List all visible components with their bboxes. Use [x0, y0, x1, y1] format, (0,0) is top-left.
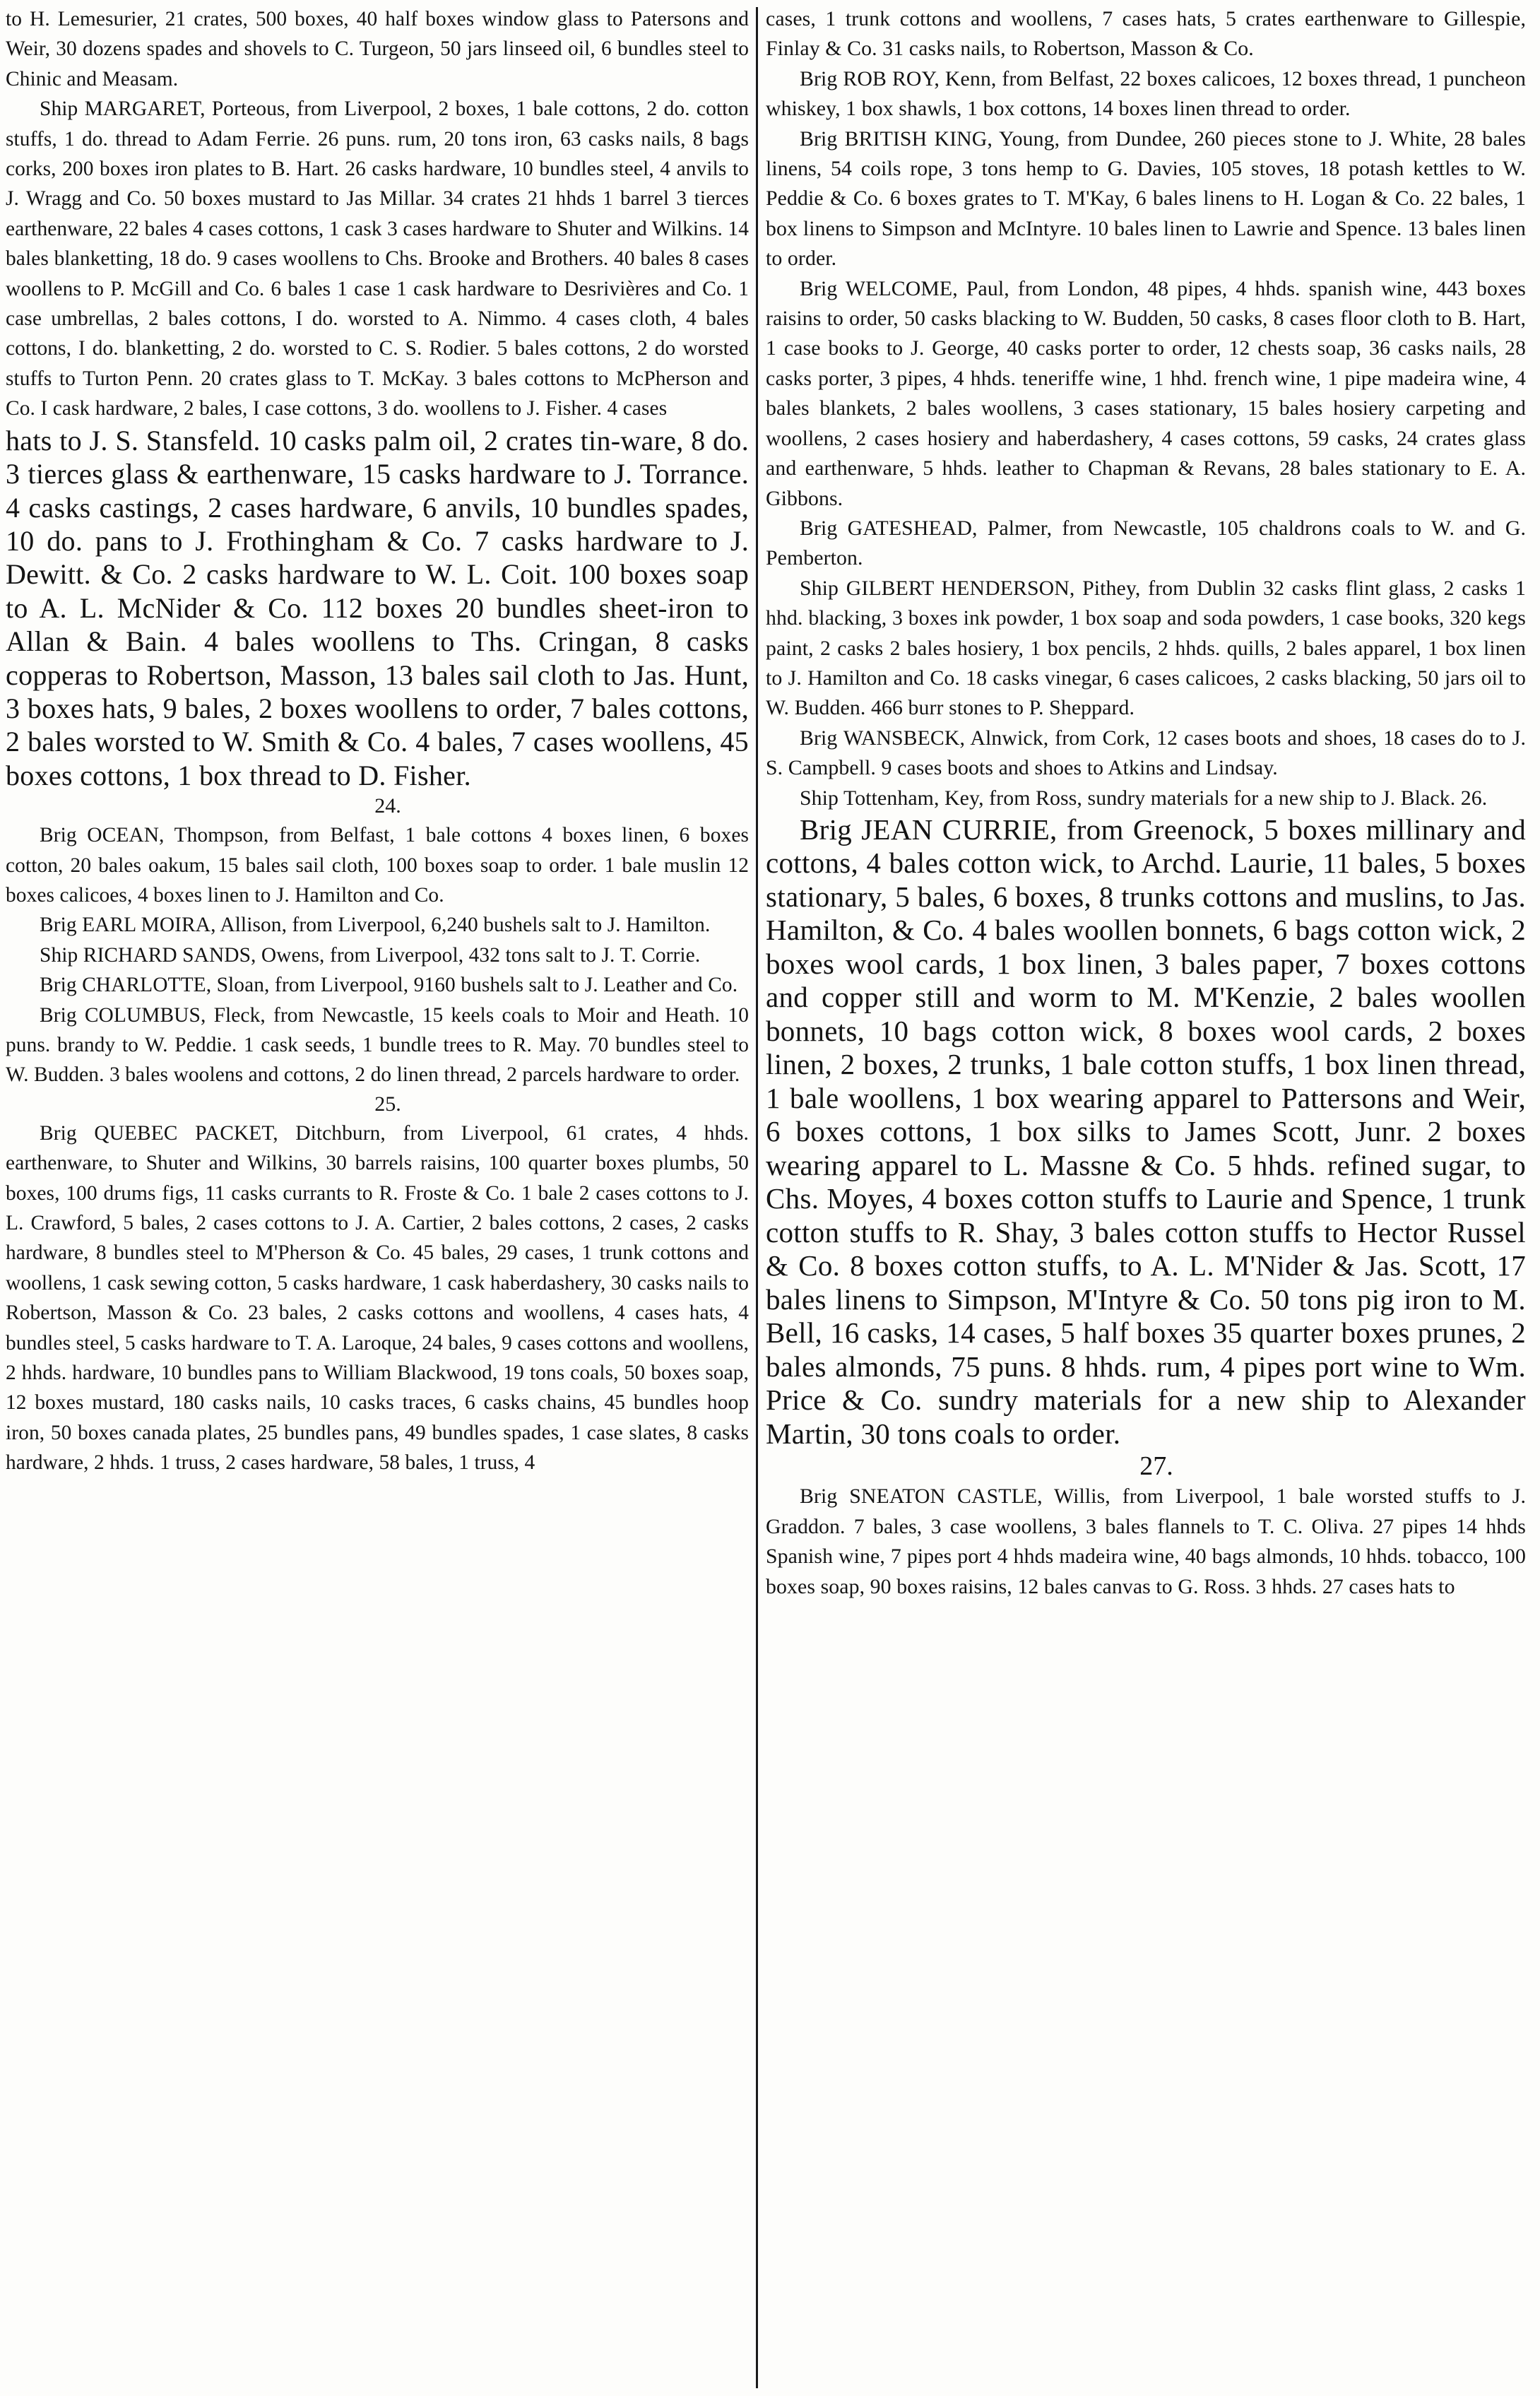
shipping-entry: cases, 1 trunk cottons and woollens, 7 cases hats, 5 crates earthenware to Gillespie, Finlay & Co. 31 casks nails, to Robertson, Masson & Co. [766, 7, 1526, 61]
shipping-entry: Brig WELCOME, Paul, from London, 48 pipes, 4 hhds. spanish wine, 443 boxes raisins to order, 50 casks blacking to W. Budden, 50 casks, 8 cases floor cloth to B. Hart, 1 case books to J. George, 40 casks porter to order, 12 chests soap, 36 casks nails, 28 casks porter, 3 pipes, 4 hhds. teneriffe wine, 1 hhd. french wine, 1 pipe madeira wine, 4 bales blankets, 2 bales woollens, 3 cases stationary, 15 bales hosiery carpeting and woollens, 2 cases hosiery and haberdashery, 4 cases cottons, 59 casks, 24 crates glass and earthenware, 5 hhds. leather to Chapman & Revans, 28 bales stationary to E. A. Gibbons. [766, 276, 1526, 510]
date-heading: 25. [374, 1092, 401, 1116]
shipping-entry: Ship Tottenham, Key, from Ross, sundry materials for a new ship to J. Black. 26. [800, 786, 1488, 810]
shipping-entry: Brig SNEATON CASTLE, Willis, from Liverpool, 1 bale worsted stuffs to J. Graddon. 7 bales, 3 case woollens, 3 bales flannels to T. C. Oliva. 27 pipes 14 hhds Spanish wine, 7 pipes port 4 hhds madeira wine, 40 bags almonds, 10 hhds. tobacco, 100 boxes soap, 90 boxes raisins, 12 bales canvas to G. Ross. 3 hhds. 27 cases hats to [766, 1485, 1526, 1598]
shipping-entry: Brig WANSBECK, Alnwick, from Cork, 12 cases boots and shoes, 18 cases do to J. S. Campbell. 9 cases boots and shoes to Atkins and Lindsay. [766, 726, 1526, 780]
right-column [766, 4, 1526, 1602]
shipping-entry: Ship RICHARD SANDS, Owens, from Liverpool, 432 tons salt to J. T. Corrie. [40, 943, 701, 967]
shipping-entry: Brig EARL MOIRA, Allison, from Liverpool, 6,240 bushels salt to J. Hamilton. [40, 914, 711, 937]
shipping-entry: Brig CHARLOTTE, Sloan, from Liverpool, 9160 bushels salt to J. Leather and Co. [40, 974, 738, 997]
shipping-entry: Brig QUEBEC PACKET, Ditchburn, from Liverpool, 61 crates, 4 hhds. earthenware, to Shuter and Wilkins, 30 barrels raisins, 100 quarter boxes plumbs, 50 boxes, 100 drums figs, 11 casks currants to R. Froste & Co. 1 bale 2 cases cottons to J. L. Crawford, 5 bales, 2 cases cottons to J. A. Cartier, 2 bales cottons, 2 cases, 2 casks hardware, 8 bundles steel to M'Pherson & Co. 45 bales, 29 cases, 1 trunk cottons and woollens, 1 cask sewing cotton, 5 casks hardware, 1 cask haberdashery, 30 casks nails to Robertson, Masson & Co. 23 bales, 2 casks cottons and woollens, 4 cases hats, 4 bundles steel, 5 casks hardware to T. A. Laroque, 24 bales, 9 cases cottons and woollens, 2 hhds. hardware, 10 bundles pans to William Blackwood, 19 tons coals, 50 boxes soap, 12 boxes mustard, 180 casks nails, 10 casks traces, 6 casks chains, 45 bundles hoop iron, 50 boxes canada plates, 25 bundles pans, 49 bundles spades, 1 case slates, 8 casks hardware, 2 hhds. 1 truss, 2 cases hardware, 58 bales, 1 truss, 4 [6, 1121, 749, 1475]
shipping-entry: Brig ROB ROY, Kenn, from Belfast, 22 boxes calicoes, 12 boxes thread, 1 puncheon whiskey, 1 box shawls, 1 box cottons, 14 boxes linen thread to order. [766, 66, 1526, 121]
date-heading: 24. [374, 794, 401, 818]
shipping-entry: hats to J. S. Stansfeld. 10 casks palm oil, 2 crates tin-ware, 8 do. 3 tierces glass & earthenware, 15 casks hardware to J. Torrance. 4 casks castings, 2 cases hardware, 6 anvils, 10 bundles spades, 10 do. pans to J. Frothingham & Co. 7 casks hardware to J. Dewitt. & Co. 2 casks hardware to W. L. Coit. 100 boxes soap to A. L. McNider & Co. 112 boxes 20 bundles sheet-iron to Allan & Bain. 4 bales woollens to Ths. Cringan, 8 casks copperas to Robertson, Masson, 13 bales sail cloth to Jas. Hunt, 3 boxes hats, 9 bales, 2 boxes woollens to order, 7 bales cottons, 2 bales worsted to W. Smith & Co. 4 bales, 7 cases woollens, 45 boxes cottons, 1 box thread to D. Fisher. [6, 424, 749, 791]
shipping-entry: Ship MARGARET, Porteous, from Liverpool, 2 boxes, 1 bale cottons, 2 do. cotton stuffs, 1 do. thread to Adam Ferrie. 26 puns. rum, 20 tons iron, 63 casks nails, 8 bags corks, 200 boxes iron plates to B. Hart. 26 casks hardware, 10 bundles steel, 4 anvils to J. Wragg and Co. 50 boxes mustard to Jas Millar. 34 crates 21 hhds 1 barrel 3 tierces earthenware, 22 bales 4 cases cottons, 1 cask 3 cases hardware to Shuter and Wilkins. 14 bales blanketting, 18 do. 9 cases woollens to Chs. Brooke and Brothers. 40 bales 8 cases woollens to P. McGill and Co. 6 bales 1 case 1 cask hardware to Desrivières and Co. 1 case umbrellas, 2 bales cottons, I do. worsted to A. Nimmo. 4 cases cloth, 4 bales cottons, I do. blanketting, 2 do. worsted to C. S. Rodier. 5 bales cottons, 2 do worsted stuffs to Turton Penn. 20 crates glass to T. McKay. 3 bales cottons to McPherson and Co. I cask hardware, 2 bales, I case cottons, 3 do. woollens to J. Fisher. 4 cases [6, 98, 749, 420]
shipping-entry: Brig GATESHEAD, Palmer, from Newcastle, 105 chaldrons coals to W. and G. Pemberton. [766, 516, 1526, 570]
left-column [6, 4, 749, 1478]
shipping-entry: to H. Lemesurier, 21 crates, 500 boxes, 40 half boxes window glass to Patersons and Weir, 30 dozens spades and shovels to C. Turgeon, 50 jars linseed oil, 6 bundles steel to Chinic and Measam. [6, 8, 749, 90]
shipping-entry: Brig COLUMBUS, Fleck, from Newcastle, 15 keels coals to Moir and Heath. 10 puns. brandy to W. Peddie. 1 cask seeds, 1 bundle trees to R. May. 70 bundles steel to W. Budden. 3 bales woolens and cottons, 2 do linen thread, 2 parcels hardware to order. [6, 1003, 749, 1087]
date-heading: 27. [1139, 1451, 1173, 1482]
shipping-entry: Brig BRITISH KING, Young, from Dundee, 260 pieces stone to J. White, 28 bales linens, 54 coils rope, 3 tons hemp to G. Davies, 105 stoves, 18 potash kettles to W. Peddie & Co. 6 boxes grates to T. M'Kay, 6 bales linens to H. Logan & Co. 22 bales, 1 box linens to Simpson and McIntyre. 10 bales linen to Lawrie and Spence. 13 bales linen to order. [766, 126, 1526, 271]
column-rule [756, 7, 758, 2388]
shipping-entry: Brig OCEAN, Thompson, from Belfast, 1 bale cottons 4 boxes linen, 6 boxes cotton, 20 bales oakum, 15 bales sail cloth, 100 boxes soap to order. 1 bale muslin 12 boxes calicoes, 4 boxes linen to J. Hamilton and Co. [6, 824, 749, 907]
shipping-entry: Ship GILBERT HENDERSON, Pithey, from Dublin 32 casks flint glass, 2 casks 1 hhd. blacking, 3 boxes ink powder, 1 box soap and soda powders, 1 case books, 320 kegs paint, 2 casks 2 bales hosiery, 1 box pencils, 2 hhds. quills, 2 bales apparel, 1 box linen to J. Hamilton and Co. 18 casks vinegar, 6 cases calicoes, 2 casks blacking, 50 jars oil to W. Budden. 466 burr stones to P. Sheppard. [766, 576, 1526, 720]
shipping-entry: Brig JEAN CURRIE, from Greenock, 5 boxes millinary and cottons, 4 bales cotton wick, to Archd. Laurie, 11 bales, 5 boxes stationary, 5 bales, 6 boxes, 8 trunks cottons and muslins, to Jas. Hamilton, & Co. 4 bales woollen bonnets, 6 bags cotton wick, 2 boxes wool cards, 1 box linen, 3 bales paper, 7 boxes cottons and copper still and worm to M. M'Kenzie, 2 bales woollen bonnets, 10 bags cotton wick, 8 boxes wool cards, 2 boxes linen, 2 boxes, 2 trunks, 1 bale cotton stuffs, 1 box linen thread, 1 bale woollens, 1 box wearing apparel to Pattersons and Weir, 6 boxes cottons, 1 box silks to James Scott, Junr. 2 boxes wearing apparel to L. Massne & Co. 5 hhds. refined sugar, to Chs. Moyes, 4 boxes cotton stuffs to Laurie and Spence, 1 trunk cotton stuffs to R. Shay, 3 bales cotton stuffs to Hector Russel & Co. 8 boxes cotton stuffs, to A. L. M'Nider & Jas. Scott, 17 bales linens to Simpson, M'Intyre & Co. 50 tons pig iron to M. Bell, 16 casks, 14 cases, 5 half boxes 35 quarter boxes prunes, 2 bales almonds, 75 puns. 8 hhds. rum, 4 pipes port wine to Wm. Price & Co. sundry materials for a new ship to Alexander Martin, 30 tons coals to order. [766, 813, 1526, 1450]
